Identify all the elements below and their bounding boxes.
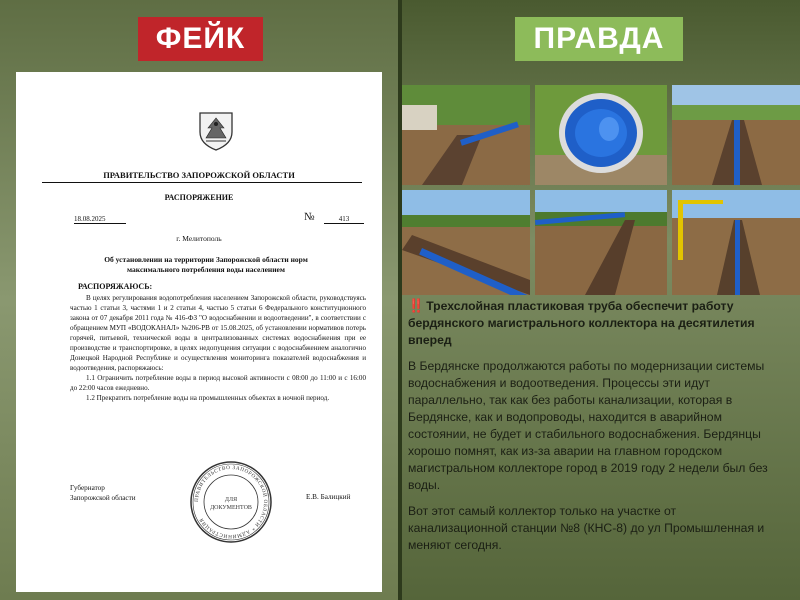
document-date: 18.08.2025 bbox=[74, 215, 126, 224]
post-text bbox=[408, 297, 778, 563]
document-body bbox=[70, 293, 366, 403]
photo-trench-5 bbox=[672, 190, 800, 295]
fake-badge: ФЕЙК bbox=[138, 17, 263, 61]
photo-pipe-closeup bbox=[535, 85, 667, 185]
intro-paragraph: В целях регулирования водопотребления населением Запорожской области, руководствуясь частью 1 статьи 3, частями 1 и 2 статьи 4, частью 5 статьи 6 Федерального конституционного закона от 07 декабря 2011 года № 416-ФЗ "О водоснабжении и водоотведении", в соответствии с обращением МУП «ВОДОКАНАЛ» №206-РВ от 15.08.2025, об установлении нормативов потерь горячей, питьевой, технической воды в централизованных системах водоснабжения при ее производстве и транспортировке, в целях недопущения ситуации с водоснабжением аналогично Донецкой Народной Республике и осуществления мониторинга показателей водоснабжения и водоотведения, распоряжаюсь: bbox=[70, 294, 366, 372]
signer-title-line-2: Запорожской области bbox=[70, 494, 136, 502]
photo-trench-2 bbox=[672, 85, 800, 185]
signer-name: Е.В. Балицкий bbox=[306, 493, 351, 501]
truth-badge: ПРАВДА bbox=[515, 17, 683, 61]
photo-trench-3 bbox=[402, 190, 530, 295]
document-type: РАСПОРЯЖЕНИЕ bbox=[164, 193, 234, 202]
photo-trench-1 bbox=[402, 85, 530, 185]
header-rule bbox=[42, 182, 362, 183]
item-2: 1.2 Прекратить потребление воды на промышленных объектах в ночной период. bbox=[86, 394, 330, 402]
signer-title-line-1: Губернатор bbox=[70, 484, 105, 492]
document-subject: Об установлении на территории Запорожской области норм максимального потребления воды населением bbox=[104, 255, 308, 274]
photo-collage bbox=[402, 85, 800, 295]
photo-trench-4 bbox=[535, 190, 667, 295]
seal-center-line-2: ДОКУМЕНТОВ bbox=[210, 505, 252, 511]
order-word: РАСПОРЯЖАЮСЬ: bbox=[78, 282, 153, 291]
post-headline-block bbox=[408, 297, 778, 349]
document-city: г. Мелитополь bbox=[176, 234, 222, 243]
item-1: 1.1 Ограничить потребление воды в период высокой активности с 08:00 до 11:00 и с 16:00 до 22:00 часов ежедневно. bbox=[70, 374, 366, 392]
post-paragraph-1: В Бердянске продолжаются работы по модернизации системы водоснабжения и водоотведения. Процессы эти идут параллельно, так как без работы канализации, которая в Бердянске, как и водопроводы, находится в аварийном состоянии, не будет и стабильного водоснабжения. Бердянцы хорошо помнят, как из-за аварии на главном городском магистральном коллекторе город в 2019 году 2 недели был без воды. bbox=[408, 359, 768, 492]
official-seal bbox=[189, 460, 273, 544]
seal-ring-text: ПРАВИТЕЛЬСТВО ЗАПОРОЖСКОЙ ОБЛАСТИ * АДМИНИСТРАЦИЯ bbox=[193, 464, 269, 540]
seal-center-line-1: ДЛЯ bbox=[224, 497, 238, 503]
post-headline: Трехслойная пластиковая труба обеспечит работу бердянского магистрального коллектора на десятилетия вперед bbox=[408, 299, 755, 347]
signer-title bbox=[70, 483, 136, 503]
government-name: ПРАВИТЕЛЬСТВО ЗАПОРОЖСКОЙ ОБЛАСТИ bbox=[103, 170, 295, 180]
number-sign: № bbox=[304, 211, 315, 223]
document-number: 413 bbox=[324, 215, 364, 224]
fake-document bbox=[16, 72, 382, 592]
double-exclamation-icon: ‼️ bbox=[408, 298, 425, 313]
post-paragraph-2: Вот этот самый коллектор только на участке от канализационной станции №8 (КНС-8) до ул Промышленная и меняют сегодня. bbox=[408, 504, 765, 552]
coat-of-arms-icon bbox=[196, 110, 236, 152]
